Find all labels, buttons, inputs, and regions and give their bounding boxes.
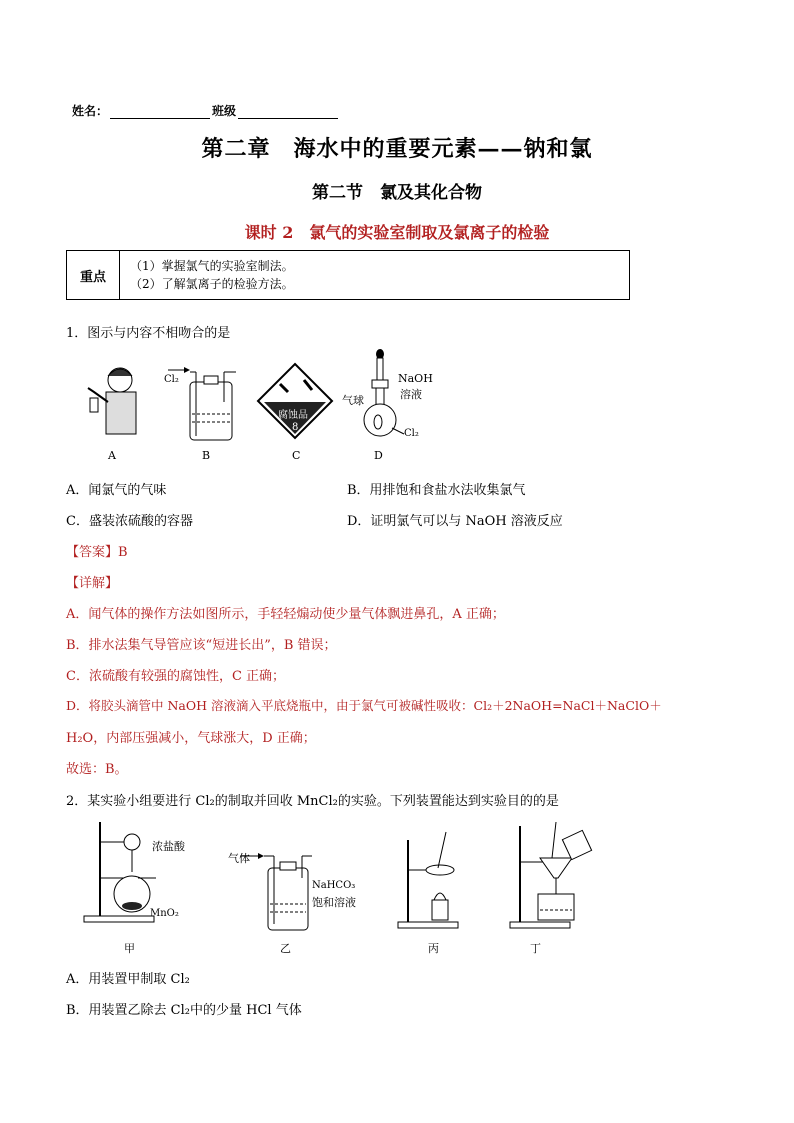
figure-b-gas-label: Cl₂ bbox=[164, 374, 179, 385]
q1-detail-label: 【详解】 bbox=[66, 576, 119, 591]
q2-option-a: A．用装置甲制取 Cl₂ bbox=[66, 972, 190, 987]
q1-conclusion: 故选：B。 bbox=[66, 762, 128, 777]
figure-yi-label: 乙 bbox=[280, 942, 291, 955]
q1-explanation-b: B．排水法集气导管应该“短进长出”，B 错误； bbox=[66, 638, 337, 653]
key-point-item: （2）了解氯离子的检验方法。 bbox=[130, 277, 294, 291]
key-point-item: （1）掌握氯气的实验室制法。 bbox=[130, 259, 294, 273]
chapter-title: 第二章 海水中的重要元素——钠和氯 bbox=[201, 136, 593, 162]
figure-a-label: A bbox=[108, 449, 116, 462]
name-label: 姓名： bbox=[72, 104, 109, 118]
figure-jia-generator bbox=[80, 818, 200, 928]
key-points-table bbox=[66, 250, 630, 300]
figure-c-sign-number: 8 bbox=[292, 422, 299, 433]
q1-explanation-d-cont: H₂O，内部压强减小，气球涨大，D 正确； bbox=[66, 731, 316, 746]
figure-yi-wash-bottle bbox=[240, 848, 312, 932]
figure-jia-hcl: 浓盐酸 bbox=[152, 840, 185, 853]
key-points-cell bbox=[120, 251, 630, 300]
figure-bing-evaporation bbox=[396, 830, 470, 930]
q1-stem: 1．图示与内容不相吻合的是 bbox=[66, 326, 231, 341]
q1-option-d: D．证明氯气可以与 NaOH 溶液反应 bbox=[347, 514, 563, 529]
name-class-row bbox=[72, 102, 340, 119]
figure-yi-nahco3: NaHCO₃ bbox=[312, 880, 356, 891]
figure-d-solution: 溶液 bbox=[400, 388, 422, 401]
figure-bing-label: 丙 bbox=[428, 942, 439, 955]
q2-option-b: B．用装置乙除去 Cl₂中的少量 HCl 气体 bbox=[66, 1003, 302, 1018]
q1-explanation-c: C．浓硫酸有较强的腐蚀性，C 正确； bbox=[66, 669, 286, 684]
class-blank bbox=[238, 106, 338, 119]
q1-option-b: B．用排饱和食盐水法收集氯气 bbox=[347, 483, 526, 498]
section-title: 第二节 氯及其化合物 bbox=[312, 183, 482, 203]
name-blank bbox=[110, 106, 210, 119]
q1-option-c: C．盛装浓硫酸的容器 bbox=[66, 514, 193, 529]
figure-d-naoh: NaOH bbox=[398, 372, 433, 385]
q2-stem: 2．某实验小组要进行 Cl₂的制取并回收 MnCl₂的实验。下列装置能达到实验目的的是 bbox=[66, 794, 559, 809]
figure-a-smelling bbox=[78, 362, 158, 444]
figure-jia-label: 甲 bbox=[124, 942, 135, 955]
q1-answer: 【答案】B bbox=[66, 545, 128, 560]
figure-b-label: B bbox=[202, 449, 211, 462]
figure-d-balloon: 气球 bbox=[342, 394, 364, 407]
figure-c-label: C bbox=[292, 449, 301, 462]
figure-d-cl2: Cl₂ bbox=[404, 428, 419, 439]
q1-explanation-d: D．将胶头滴管中 NaOH 溶液滴入平底烧瓶中，由于氯气可被碱性吸收：Cl₂＋2NaOH=NaCl＋NaClO＋ bbox=[66, 698, 662, 713]
figure-c-sign-text: 腐蚀品 bbox=[278, 410, 308, 421]
figure-ding-filtration bbox=[506, 818, 596, 930]
figure-jia-mno2: MnO₂ bbox=[150, 908, 179, 919]
figure-d-label: D bbox=[374, 449, 383, 462]
figure-yi-saturated: 饱和溶液 bbox=[312, 896, 356, 909]
q1-explanation-a: A．闻气体的操作方法如图所示，手轻轻煽动使少量气体飘进鼻孔，A 正确； bbox=[66, 607, 505, 622]
figure-ding-label: 丁 bbox=[530, 942, 541, 955]
figure-yi-gas: 气体 bbox=[228, 852, 250, 865]
key-points-label: 重点 bbox=[67, 251, 120, 300]
q1-option-a: A．闻氯气的气味 bbox=[66, 483, 167, 498]
lesson-title: 课时 2 氯气的实验室制取及氯离子的检验 bbox=[244, 223, 550, 242]
class-label: 班级 bbox=[212, 104, 237, 118]
